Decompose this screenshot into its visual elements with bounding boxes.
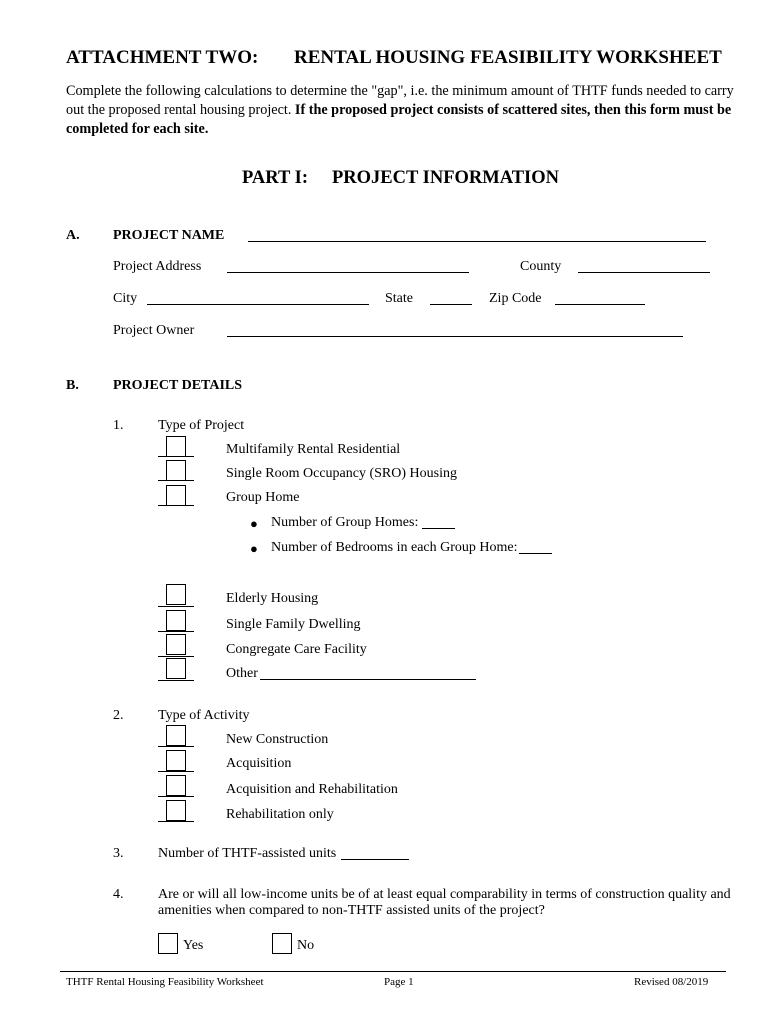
footer-page-number: Page 1	[384, 976, 414, 988]
checkbox-acq-rehab[interactable]	[166, 775, 186, 796]
q2-number: 2.	[113, 708, 124, 723]
checkbox-sro[interactable]	[166, 460, 186, 481]
option-new-construction: New Construction	[226, 732, 329, 747]
project-owner-label: Project Owner	[113, 323, 195, 338]
part-label: PART I:	[242, 168, 308, 188]
option-sro: Single Room Occupancy (SRO) Housing	[226, 466, 457, 481]
bullet-icon: ●	[250, 541, 258, 556]
project-name-label: PROJECT NAME	[113, 228, 225, 243]
project-details-label: PROJECT DETAILS	[113, 378, 243, 393]
group-homes-count-label: Number of Group Homes:	[271, 515, 419, 530]
option-multifamily: Multifamily Rental Residential	[226, 442, 401, 457]
footer-divider	[60, 971, 726, 972]
q1-label: Type of Project	[158, 418, 245, 433]
project-address-field[interactable]	[227, 272, 469, 273]
state-label: State	[385, 291, 413, 306]
no-label: No	[297, 938, 315, 953]
other-field[interactable]	[260, 679, 476, 680]
option-congregate: Congregate Care Facility	[226, 642, 367, 657]
checkbox-new-construction[interactable]	[166, 725, 186, 746]
option-acq-rehab: Acquisition and Rehabilitation	[226, 782, 398, 797]
county-label: County	[520, 259, 562, 274]
option-single-family: Single Family Dwelling	[226, 617, 361, 632]
project-name-field[interactable]	[248, 241, 706, 242]
group-homes-count-field[interactable]	[422, 528, 455, 529]
project-owner-field[interactable]	[227, 336, 683, 337]
zip-label: Zip Code	[489, 291, 542, 306]
worksheet-title: RENTAL HOUSING FEASIBILITY WORKSHEET	[294, 47, 722, 68]
q3-number: 3.	[113, 846, 124, 861]
footer-form-name: THTF Rental Housing Feasibility Worksheet	[66, 976, 264, 988]
checkbox-multifamily[interactable]	[166, 436, 186, 457]
part-title: PROJECT INFORMATION	[332, 168, 559, 188]
option-rehab-only: Rehabilitation only	[226, 807, 334, 822]
city-label: City	[113, 291, 138, 306]
county-field[interactable]	[578, 272, 710, 273]
q4-line2: amenities when compared to non-THTF assisted units of the project?	[158, 903, 545, 918]
checkbox-other[interactable]	[166, 658, 186, 679]
state-field[interactable]	[430, 304, 472, 305]
q4-number: 4.	[113, 887, 124, 902]
q3-label: Number of THTF-assisted units	[158, 846, 337, 861]
zip-field[interactable]	[555, 304, 645, 305]
attachment-label: ATTACHMENT TWO:	[66, 47, 259, 68]
q1-number: 1.	[113, 418, 124, 433]
q4-line1: Are or will all low-income units be of at least equal comparability in terms of construction quality and	[158, 887, 731, 902]
checkbox-rehab-only[interactable]	[166, 800, 186, 821]
checkbox-yes[interactable]	[158, 933, 178, 954]
checkbox-no[interactable]	[272, 933, 292, 954]
project-address-label: Project Address	[113, 259, 202, 274]
section-b-letter: B.	[66, 378, 79, 393]
checkbox-acquisition[interactable]	[166, 750, 186, 771]
bedrooms-count-field[interactable]	[519, 553, 552, 554]
intro-bold-text: If the proposed project consists of scattered sites, then this form must be completed for each site.	[66, 102, 732, 137]
option-other: Other	[226, 666, 258, 681]
checkbox-single-family[interactable]	[166, 610, 186, 631]
checkbox-group-home[interactable]	[166, 485, 186, 506]
footer-revision: Revised 08/2019	[634, 976, 709, 988]
intro-paragraph	[66, 82, 736, 139]
city-field[interactable]	[147, 304, 369, 305]
intro-text: Complete the following calculations to determine the "gap", i.e. the minimum amount of THTF funds needed to carry out the proposed rental housing project.	[66, 83, 734, 118]
option-elderly: Elderly Housing	[226, 591, 319, 606]
thtf-units-field[interactable]	[341, 859, 409, 860]
section-a-letter: A.	[66, 228, 80, 243]
q2-label: Type of Activity	[158, 708, 250, 723]
yes-label: Yes	[183, 938, 204, 953]
checkbox-congregate[interactable]	[166, 634, 186, 655]
checkbox-elderly[interactable]	[166, 584, 186, 605]
bedrooms-count-label: Number of Bedrooms in each Group Home:	[271, 540, 518, 555]
option-acquisition: Acquisition	[226, 756, 292, 771]
bullet-icon: ●	[250, 516, 258, 531]
option-group-home: Group Home	[226, 490, 300, 505]
